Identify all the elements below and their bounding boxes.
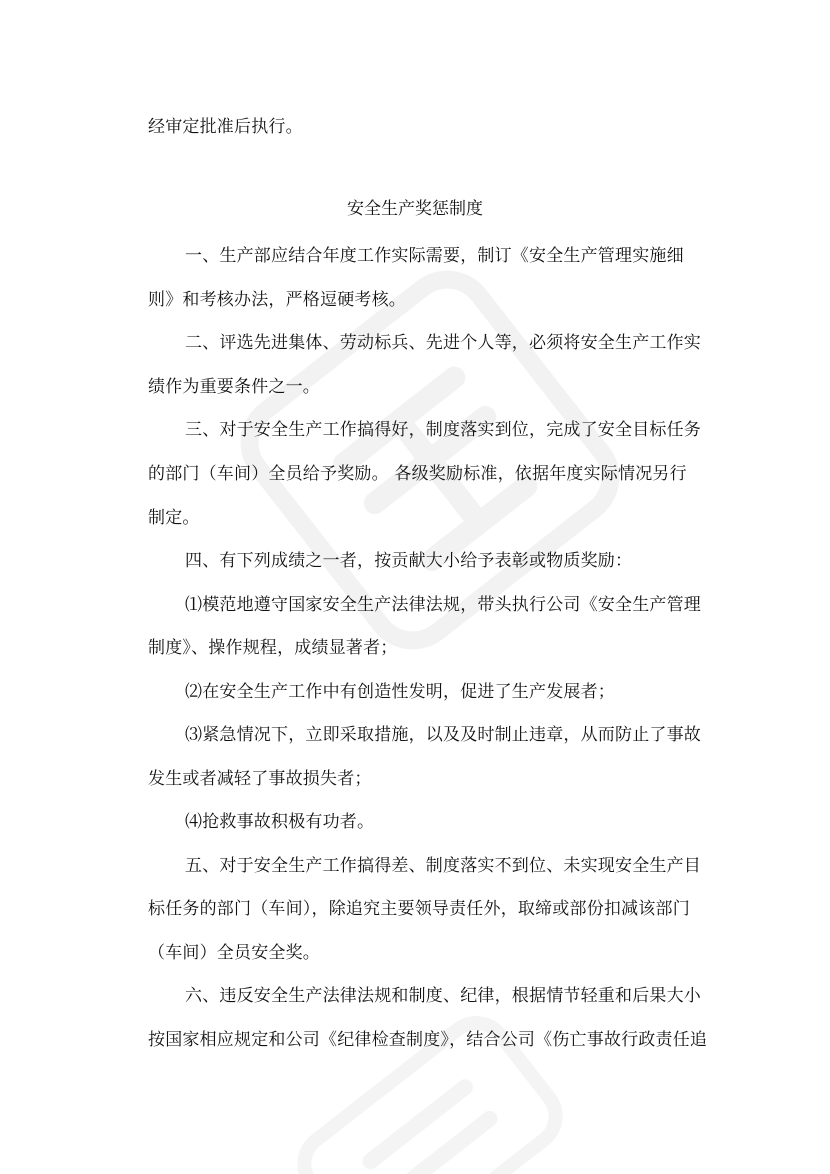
text-line: 的部门（车间）全员给予奖励。 各级奖励标准，依据年度实际情况另行 (148, 464, 687, 484)
text-line: ⑷抢救事故积极有功者。 (185, 812, 375, 832)
text-line: 按国家相应规定和公司《纪律检查制度》，结合公司《伤亡事故行政责任追 (148, 1030, 708, 1050)
text-line: 制定。 (148, 508, 200, 528)
text-line: ⑴模范地遵守国家安全生产法律法规，带头执行公司《安全生产管理 (185, 595, 701, 615)
text-line: 制度》、操作规程，成绩显著者； (148, 638, 398, 658)
text-line: （车间）全员安全奖。 (148, 943, 320, 963)
text-line: ⑵在安全生产工作中有创造性发明，促进了生产发展者； (185, 682, 615, 702)
text-line: 四、有下列成绩之一者，按贡献大小给予表彰或物质奖励： (185, 551, 633, 571)
text-line: 六、违反安全生产法律法规和制度、纪律，根据情节轻重和后果大小 (185, 986, 701, 1006)
text-line: 一、生产部应结合年度工作实际需要，制订《安全生产管理实施细 (185, 246, 684, 266)
text-line: 五、对于安全生产工作搞得差、制度落实不到位、未实现安全生产目 (185, 856, 701, 876)
watermark-logo-bottom (278, 997, 581, 1174)
text-line: ⑶紧急情况下，立即采取措施，以及及时制止违章，从而防止了事故 (185, 725, 701, 745)
text-line: 经审定批准后执行。 (148, 117, 303, 137)
text-line: 标任务的部门（车间），除追究主要领导责任外，取缔或部份扣减该部门 (148, 899, 690, 919)
text-line: 二、评选先进集体、劳动标兵、先进个人等，必须将安全生产工作实 (185, 333, 701, 353)
text-line: 发生或者减轻了事故损失者； (148, 769, 372, 789)
document-title: 安全生产奖惩制度 (347, 199, 483, 219)
text-line: 绩作为重要条件之一。 (148, 377, 320, 397)
text-line: 则》和考核办法，严格逗硬考核。 (148, 290, 406, 310)
text-line: 三、对于安全生产工作搞得好，制度落实到位，完成了安全目标任务 (185, 420, 701, 440)
